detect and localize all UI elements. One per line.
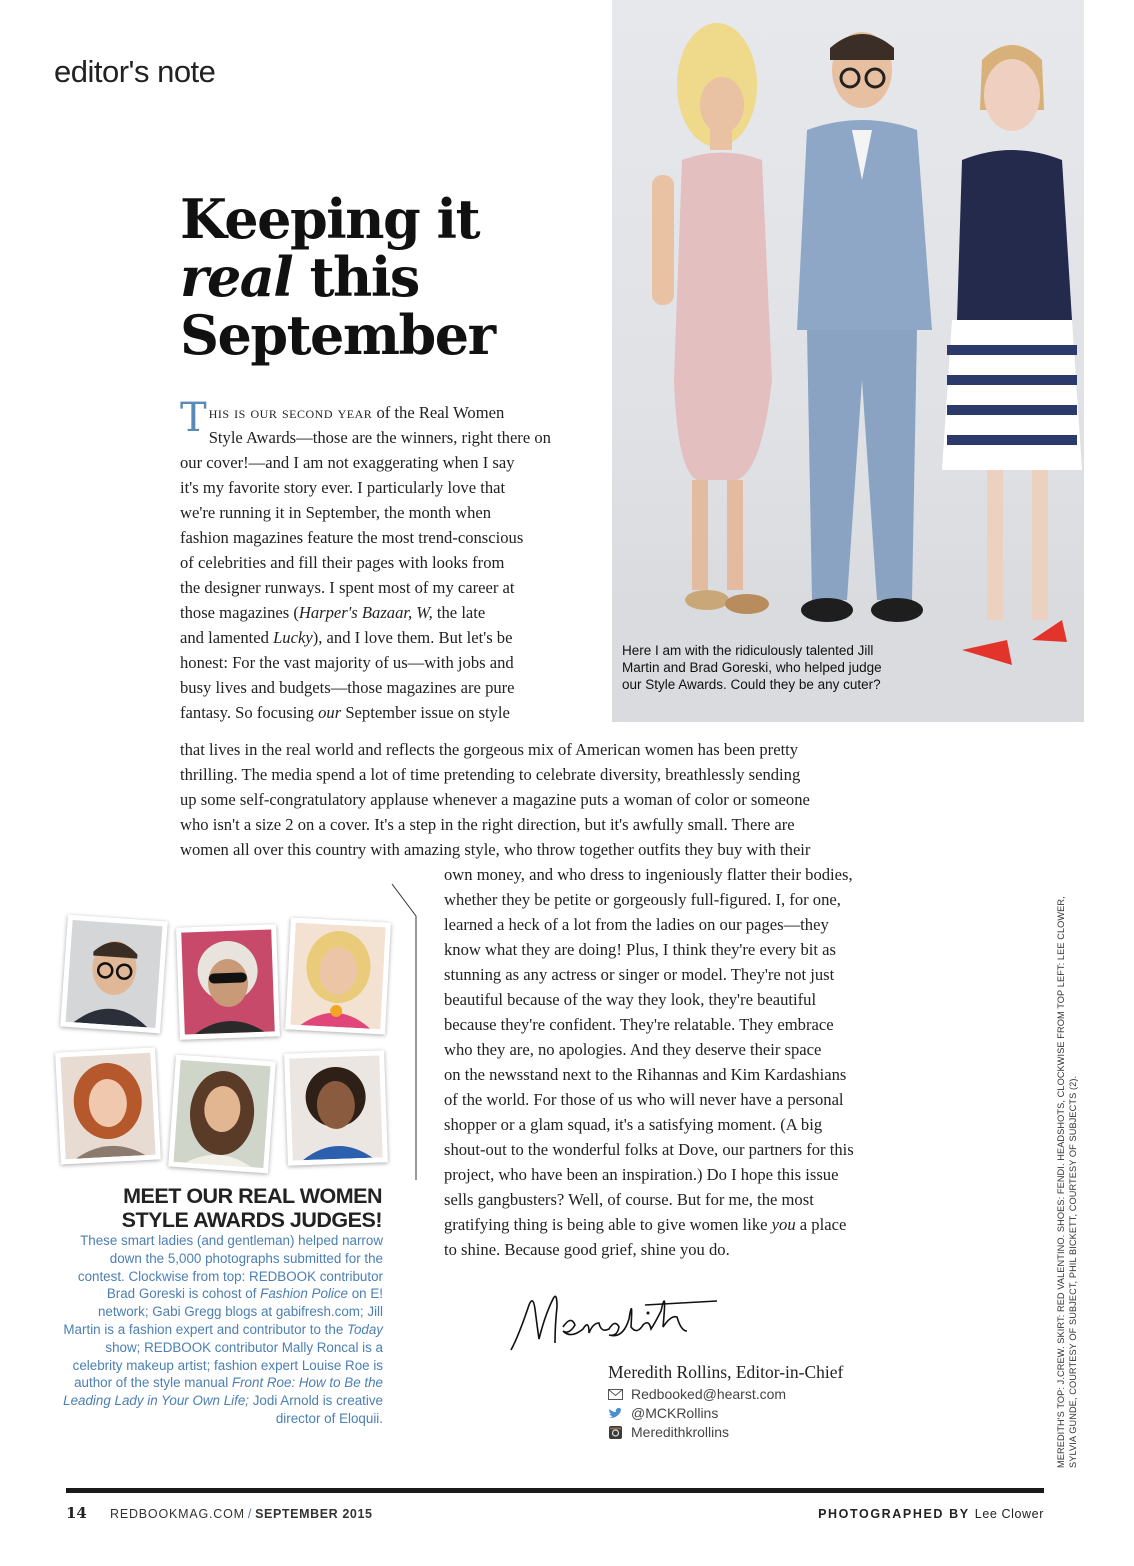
headshot-illustration	[66, 920, 163, 1028]
contact-email-text[interactable]: Redbooked@hearst.com	[631, 1386, 787, 1402]
footer-photographer: Lee Clower	[974, 1507, 1044, 1521]
body-text: fantasy. So focusing	[180, 703, 319, 722]
judges-headshots	[58, 912, 398, 1172]
footer-photo-credit	[818, 1507, 1044, 1521]
headshot-illustration	[181, 929, 275, 1034]
body-line: who they are, no apologies. And they deserve their space	[444, 1040, 822, 1059]
body-line: who isn't a size 2 on a cover. It's a step in the right direction, but it's awfully small. There are	[180, 815, 795, 834]
hero-photo-illustration	[612, 0, 1084, 722]
body-text: September issue on style	[341, 703, 510, 722]
body-line-text: of the Real Women	[372, 403, 505, 422]
body-italic: Harper's Bazaar, W,	[298, 603, 433, 622]
section-label: editor's note	[54, 54, 216, 89]
body-line: of the world. For those of us who will never have a personal	[444, 1090, 844, 1109]
judges-desc-italic: Today	[347, 1321, 383, 1337]
body-line: shopper or a glam squad, it's a satisfying moment. (A big	[444, 1115, 823, 1134]
body-line: the designer runways. I spent most of my career at	[180, 578, 515, 597]
article-body-narrow	[180, 395, 590, 725]
body-text: the late	[432, 603, 486, 622]
footer-separator: /	[247, 1507, 253, 1521]
body-italic: Lucky	[273, 628, 313, 647]
contact-twitter[interactable]	[608, 1405, 718, 1421]
footer-issue: SEPTEMBER 2015	[255, 1507, 373, 1521]
judge-photo	[55, 1047, 161, 1164]
judge-photo	[176, 924, 280, 1039]
body-line: busy lives and budgets—those magazines are pure	[180, 678, 515, 697]
signature-text: Meredith	[505, 1275, 509, 1276]
body-line: know what they are doing! Plus, I think they're every bit as	[444, 940, 836, 959]
judges-title	[90, 1184, 382, 1232]
footer-rule	[66, 1488, 1044, 1493]
body-line: beautiful because of the way they look, they're beautiful	[444, 990, 817, 1009]
hero-photo	[612, 0, 1084, 722]
credits-line: SYLVIA GUNDE, COURTESY OF SUBJECT, PHIL BICKETT, COURTESY OF SUBJECTS (2).	[1067, 1075, 1078, 1468]
body-line: shout-out to the wonderful folks at Dove, our partners for this	[444, 1140, 854, 1159]
page-number: 14	[66, 1504, 87, 1522]
body-text: ), and I love them. But let's be	[312, 628, 513, 647]
contact-twitter-text[interactable]: @MCKRollins	[631, 1405, 719, 1421]
body-line: it's my favorite story ever. I particularly love that	[180, 478, 506, 497]
judge-photo	[168, 1055, 276, 1174]
signer-name: Meredith Rollins, Editor-in-Chief	[608, 1362, 844, 1382]
body-text: and lamented	[180, 628, 274, 647]
contact-instagram-text[interactable]: Meredithkrollins	[631, 1424, 730, 1440]
judge-photo	[284, 1050, 388, 1165]
body-line: we're running it in September, the month when	[180, 503, 492, 522]
headline-line-3: September	[180, 303, 495, 367]
body-line: on the newsstand next to the Rihannas and Kim Kardashians	[444, 1065, 847, 1084]
body-text: a place	[795, 1215, 847, 1234]
body-line	[444, 1212, 964, 1237]
judge-photo	[285, 917, 391, 1034]
twitter-icon	[608, 1407, 623, 1420]
body-line	[180, 700, 590, 725]
photo-caption: Here I am with the ridiculously talented Jill Martin and Brad Goreski, who helped judge our Style Awards. Could they be any cuter?	[622, 643, 882, 692]
body-line: to shine. Because good grief, shine you do.	[444, 1240, 730, 1259]
body-line	[180, 600, 590, 625]
judges-description	[60, 1232, 383, 1428]
contact-email[interactable]	[608, 1386, 786, 1402]
body-line: women all over this country with amazing style, who throw together outfits they buy with their	[180, 840, 811, 859]
article-body-wide	[180, 737, 950, 862]
body-line: up some self-congratulatory applause whenever a magazine puts a woman of color or someone	[180, 790, 810, 809]
body-line	[180, 625, 590, 650]
body-line: honest: For the vast majority of us—with jobs and	[180, 653, 514, 672]
body-italic: you	[771, 1215, 796, 1234]
footer-site: REDBOOKMAG.COM	[110, 1507, 245, 1521]
judges-title-line: MEET OUR REAL WOMEN	[123, 1184, 382, 1208]
judges-desc-italic: Fashion Police	[260, 1286, 348, 1302]
body-line: stunning as any actress or singer or model. They're not just	[444, 965, 835, 984]
body-line: of celebrities and fill their pages with looks from	[180, 553, 505, 572]
judges-title-line: STYLE AWARDS JUDGES!	[121, 1208, 382, 1232]
opening-smallcaps: his is our second year	[208, 403, 373, 422]
body-line: Style Awards—those are the winners, right there on	[208, 428, 551, 447]
contact-instagram[interactable]	[608, 1424, 729, 1440]
judges-desc-text: Jodi Arnold is creative director of Eloquii.	[249, 1393, 383, 1426]
judge-photo	[60, 915, 168, 1034]
headline-line-2: this	[292, 245, 419, 309]
footer-photo-label: PHOTOGRAPHED BY	[818, 1507, 970, 1521]
photo-credits	[1056, 868, 1079, 1468]
body-line: thrilling. The media spend a lot of time pretending to celebrate diversity, breathlessly sending	[180, 765, 801, 784]
body-text: gratifying thing is being able to give women like	[444, 1215, 772, 1234]
body-line: that lives in the real world and reflects the gorgeous mix of American women has been pretty	[180, 740, 799, 759]
body-text: those magazines (	[180, 603, 299, 622]
body-italic: our	[318, 703, 342, 722]
body-line: project, who have been an inspiration.) Do I hope this issue	[444, 1165, 839, 1184]
headshot-illustration	[174, 1060, 271, 1168]
instagram-icon	[608, 1426, 623, 1439]
article-body-right	[444, 862, 964, 1262]
headshot-illustration	[60, 1053, 155, 1160]
signature	[505, 1275, 725, 1360]
judges-desc-text: on E! network; Gabi Gregg blogs at gabifresh.com; Jill Martin is a fashion expert and contributor to the	[63, 1286, 383, 1337]
body-line: sells gangbusters? Well, of course. But for me, the most	[444, 1190, 814, 1209]
body-line: fashion magazines feature the most trend-conscious	[180, 528, 524, 547]
body-line: our cover!—and I am not exaggerating when I say	[180, 453, 515, 472]
judges-desc-text: These smart ladies (and gentleman) helped narrow down the 5,000 photographs submitted for the contest. Clockwise from top: REDBOOK contributor Brad Goreski is cohost of	[77, 1233, 383, 1302]
body-line: because they're confident. They're relatable. They embrace	[444, 1015, 834, 1034]
headline-line-1: Keeping it	[180, 187, 480, 251]
envelope-icon	[608, 1388, 623, 1401]
drop-cap: T	[180, 395, 207, 441]
body-line: own money, and who dress to ingeniously flatter their bodies,	[444, 865, 853, 884]
headline-italic-word: real	[180, 245, 293, 309]
body-line: learned a heck of a lot from the ladies on our pages—they	[444, 915, 829, 934]
credits-line: MEREDITH'S TOP: J.CREW. SKIRT: RED VALENTINO. SHOES: FENDI. HEADSHOTS, CLOCKWISE FROM TOP LEFT: LEE CLOWER,	[1056, 896, 1066, 1468]
judges-desc-text: show; REDBOOK contributor Mally Roncal is a celebrity makeup artist; fashion expert Louise Roe is author of the style manual	[72, 1339, 383, 1391]
judges-desc-italic: Front Roe: How to Be the Leading Lady in Your Own Life;	[63, 1375, 383, 1409]
headshot-illustration	[289, 1055, 383, 1160]
body-line: whether they be petite or gorgeously full-figured. I, for one,	[444, 890, 841, 909]
footer-publication	[110, 1507, 373, 1521]
headshot-illustration	[290, 923, 385, 1030]
headline	[180, 187, 600, 367]
